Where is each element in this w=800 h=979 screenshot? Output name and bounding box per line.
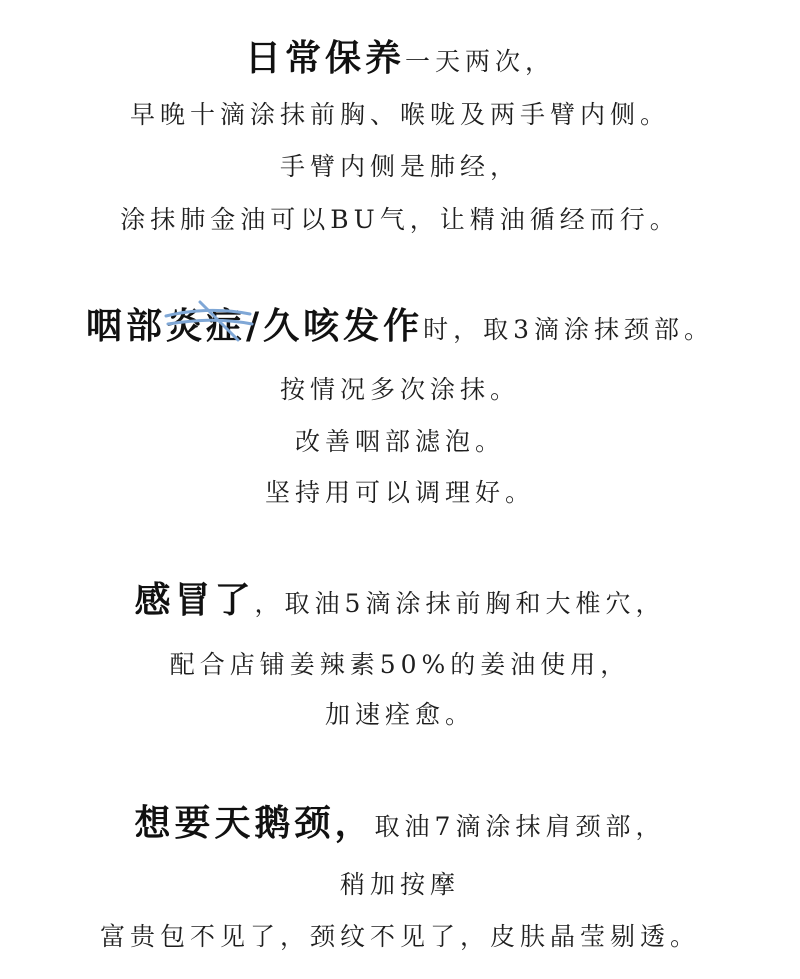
daily-care-line-3: 涂抹肺金油可以BU气，让精油循经而行。 (120, 205, 680, 234)
neck-heading-line (0, 795, 800, 846)
cold-line-2: 加速痊愈。 (324, 700, 475, 729)
cold-line-1: 配合店铺姜辣素50%的姜油使用， (169, 650, 631, 679)
strikethrough-scribble-icon (160, 294, 256, 346)
daily-care-heading: 日常保养 (244, 37, 405, 79)
daily-care-heading-line (0, 30, 800, 81)
daily-care-heading-tail: 一天两次， (405, 47, 556, 76)
cold-heading-line (0, 572, 800, 623)
daily-care-line-2: 手臂内侧是肺经， (279, 152, 520, 181)
cold-heading-tail: ，取油5滴涂抹前胸和大椎穴， (254, 589, 666, 618)
cold-heading: 感冒了 (134, 579, 255, 621)
neck-heading: 想要天鹅颈， (134, 802, 375, 844)
daily-care-line-1: 早晚十滴涂抹前胸、喉咙及两手臂内侧。 (129, 100, 670, 129)
throat-heading-tail: 时，取3滴涂抹颈部。 (423, 315, 715, 344)
throat-line-1: 按情况多次涂抹。 (279, 375, 520, 404)
throat-line-3: 坚持用可以调理好。 (264, 478, 535, 507)
neck-line-2: 富贵包不见了，颈纹不见了，皮肤晶莹剔透。 (99, 922, 700, 951)
throat-line-2: 改善咽部滤泡。 (294, 427, 505, 456)
throat-heading-rest: /久咳发作 (245, 305, 424, 347)
throat-heading-line (0, 298, 800, 349)
throat-heading-struck-text: 炎症 (165, 305, 246, 347)
neck-heading-tail: 取油7滴涂抹肩颈部， (374, 812, 666, 841)
throat-heading-struck (166, 298, 246, 349)
neck-line-1: 稍加按摩 (339, 870, 460, 899)
throat-heading-prefix: 咽部 (85, 305, 166, 347)
